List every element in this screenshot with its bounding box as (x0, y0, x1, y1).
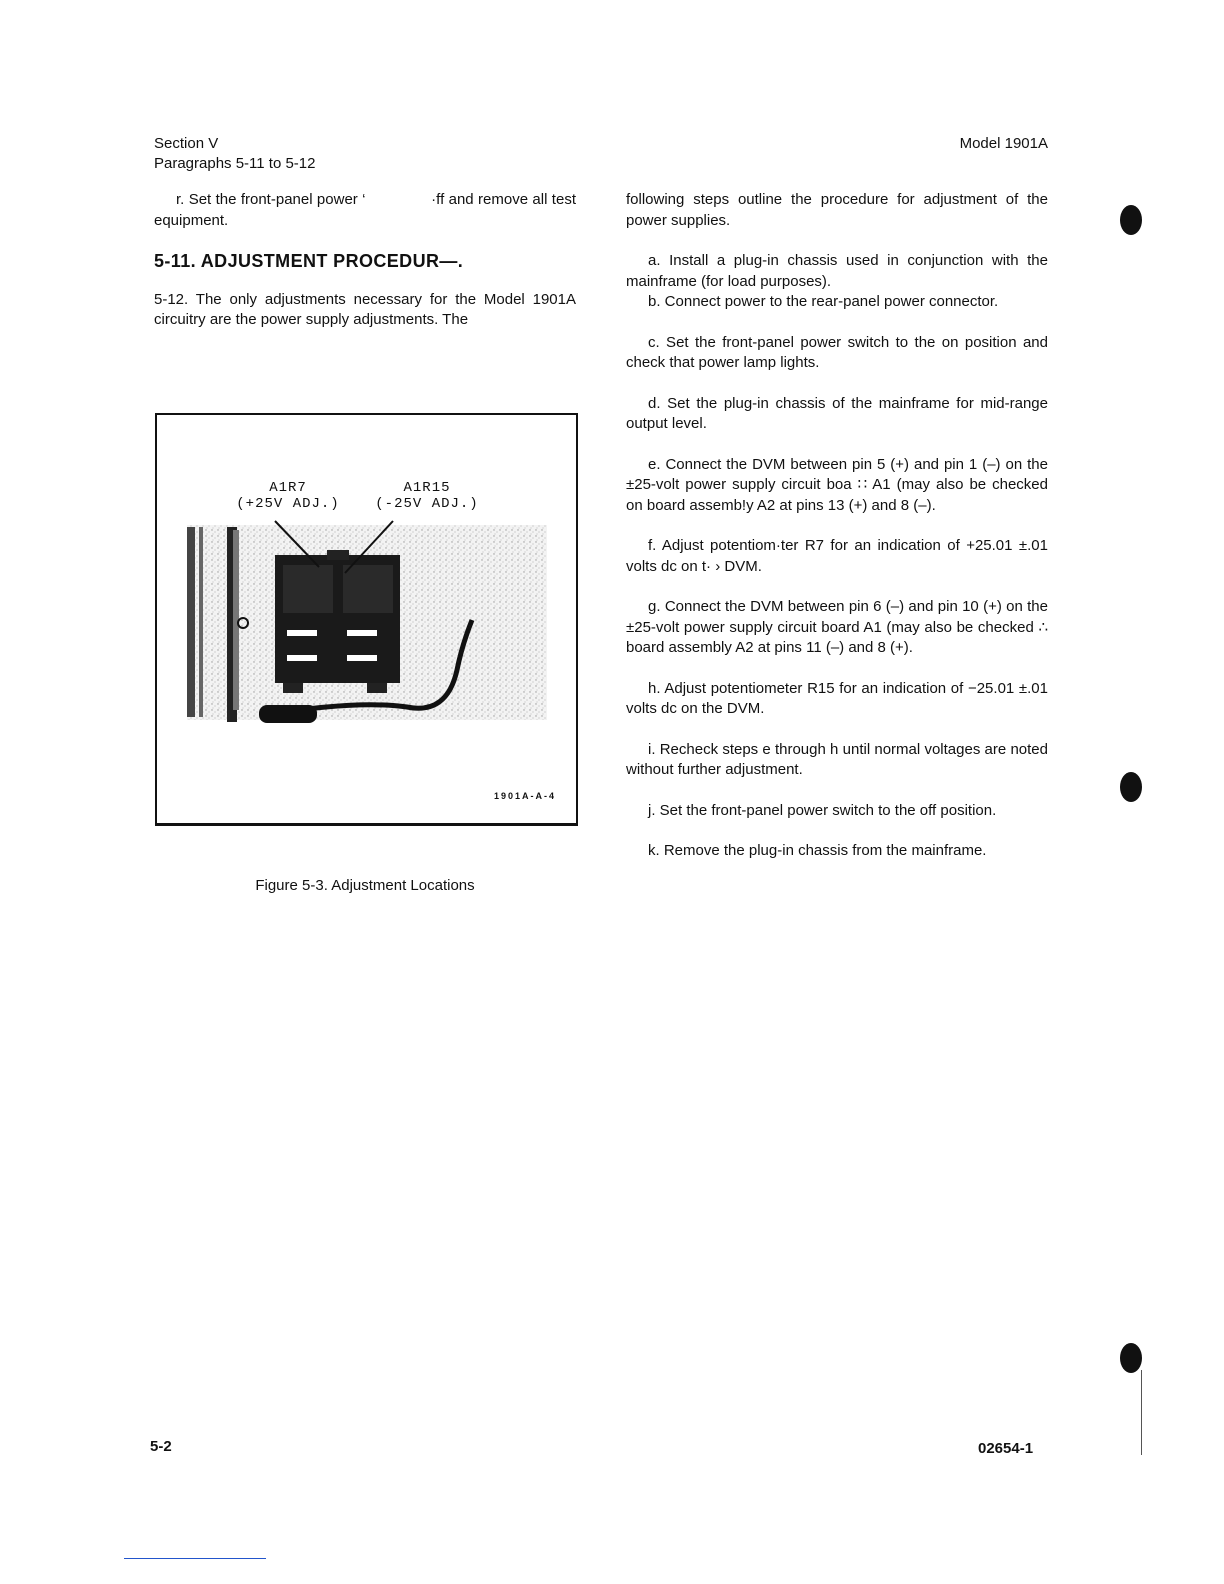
section-heading: 5-11. ADJUSTMENT PROCEDUR—. (154, 251, 464, 271)
label-a1r15: A1R15 (-25V ADJ.) (375, 480, 479, 512)
step-g: g. Connect the DVM between pin 6 (–) and pin 10 (+) on the ±25-volt power supply circuit board A1 (may also be checked ∴ board assembly A2 at pins 11 (–) and 8 (+). (626, 598, 1048, 656)
section-label: Section V (154, 135, 219, 152)
step-a: a. Install a plug-in chassis used in conjunction with the mainframe (for load purposes). (626, 252, 1048, 290)
left-column (154, 190, 576, 351)
step-j: j. Set the front-panel power switch to the off position. (648, 801, 997, 819)
step-h: h. Adjust potentiometer R15 for an indication of −25.01 ±.01 volts dc on the DVM. (626, 679, 1048, 717)
model-label: Model 1901A (959, 135, 1048, 152)
step-b: b. Connect power to the rear-panel power connector. (648, 293, 999, 310)
scan-artifact-line (124, 1558, 266, 1559)
scan-edge-line (1141, 1370, 1142, 1455)
step-c: c. Set the front-panel power switch to the on position and check that power lamp lights. (626, 333, 1048, 371)
label-a1r7: A1R7 (+25V ADJ.) (236, 480, 340, 512)
adjustment-figure (155, 413, 578, 826)
figure-caption: Figure 5-3. Adjustment Locations (255, 877, 475, 894)
step-r: r. Set the front-panel power ‘ ·ff and remove all test equipment. (154, 191, 576, 229)
paragraphs-label: Paragraphs 5-11 to 5-12 (154, 155, 316, 172)
step-e: e. Connect the DVM between pin 5 (+) and pin 1 (–) on the ±25-volt power supply circuit boa ∷ A1 (may also be checked on board assemb!y A2 at pins 13 (+) and 8 (–). (626, 455, 1048, 514)
binder-hole-top (1120, 205, 1142, 235)
circuit-board-photo (157, 415, 576, 823)
page-header-left (154, 134, 316, 174)
document-number: 02654-1 (978, 1440, 1034, 1457)
figure-id: 1901A-A-4 (493, 791, 556, 801)
step-i: i. Recheck steps e through h until normal voltages are noted without further adjustment. (626, 740, 1048, 778)
paragraph-5-12: 5-12. The only adjustments necessary for the Model 1901A circuitry are the power supply adjustments. The (154, 290, 576, 328)
procedure-intro: following steps outline the procedure for adjustment of the power supplies. (626, 191, 1048, 229)
step-f: f. Adjust potentiom·ter R7 for an indication of +25.01 ±.01 volts dc on t· › DVM. (626, 537, 1048, 575)
right-column (626, 190, 1048, 882)
binder-hole-bottom (1120, 1343, 1142, 1373)
page-number: 5-2 (150, 1438, 172, 1455)
step-d: d. Set the plug-in chassis of the mainframe for mid-range output level. (626, 394, 1048, 432)
binder-hole-middle (1120, 772, 1142, 802)
step-k: k. Remove the plug-in chassis from the mainframe. (648, 842, 987, 859)
